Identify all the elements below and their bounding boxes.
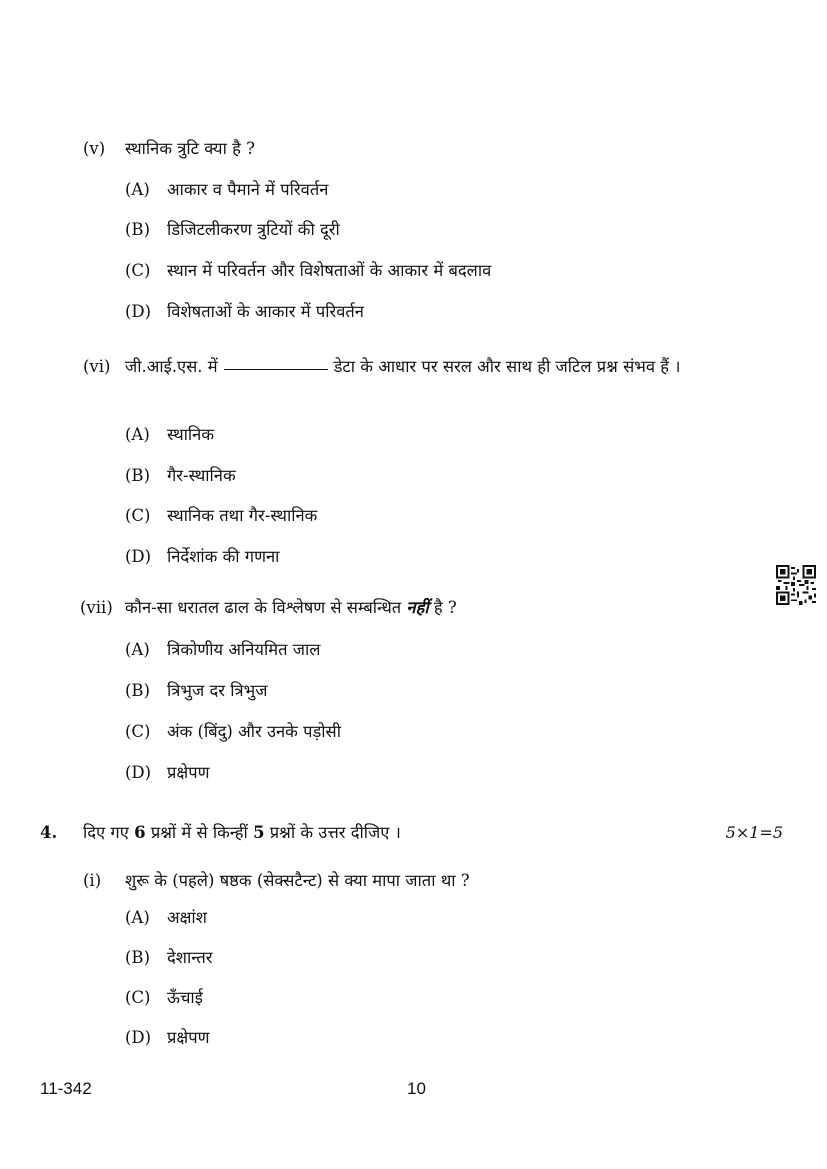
option-text: त्रिभुज दर त्रिभुज <box>167 681 268 700</box>
option-text: प्रक्षेपण <box>167 763 210 782</box>
option-text: प्रक्षेपण <box>167 1028 210 1047</box>
option-text: अक्षांश <box>167 908 207 927</box>
marks-allocation: 5×1=5 <box>725 823 783 842</box>
question-number-4: 4. <box>40 823 58 842</box>
option-4i-c <box>125 987 203 1009</box>
option-4i-b <box>125 947 213 969</box>
option-label: (D) <box>125 1028 152 1047</box>
option-label: (A) <box>125 908 150 927</box>
option-vi-a <box>125 424 214 446</box>
q4-count-total: 6 <box>134 823 146 842</box>
option-label: (D) <box>125 547 152 566</box>
question-number-vii: (vii) <box>80 598 113 617</box>
q4-count-answer: 5 <box>253 823 265 842</box>
question-text-vii-after: है ? <box>433 598 457 617</box>
option-text: गैर-स्थानिक <box>167 466 236 485</box>
question-text-4 <box>83 822 401 844</box>
question-text-vii-before: कौन-सा धरातल ढाल के विश्लेषण से सम्बन्धित <box>125 598 402 617</box>
fill-blank <box>224 355 328 370</box>
option-label: (B) <box>125 681 150 700</box>
option-label: (B) <box>125 948 150 967</box>
option-label: (C) <box>125 722 151 741</box>
option-vii-d <box>125 762 210 784</box>
q4-text-b: प्रश्नों में से किन्हीं <box>150 823 248 842</box>
page-number: 10 <box>407 1079 426 1098</box>
question-text-v: स्थानिक त्रुटि क्या है ? <box>125 139 255 158</box>
option-text: अंक (बिंदु) और उनके पड़ोसी <box>167 722 341 741</box>
option-4i-a <box>125 907 207 929</box>
option-label: (C) <box>125 261 151 280</box>
option-text: आकार व पैमाने में परिवर्तन <box>167 180 329 199</box>
question-number-vi: (vi) <box>83 357 111 376</box>
option-text: स्थान में परिवर्तन और विशेषताओं के आकार में बदलाव <box>167 261 492 280</box>
option-vii-c <box>125 721 341 743</box>
option-v-d <box>125 301 364 323</box>
option-text: निर्देशांक की गणना <box>167 547 280 566</box>
option-vi-d <box>125 546 279 568</box>
q4-text-a: दिए गए <box>83 823 129 842</box>
question-number-v: (v) <box>83 139 106 158</box>
question-number-4-i: (i) <box>83 871 102 890</box>
option-text: स्थानिक तथा गैर-स्थानिक <box>167 506 318 525</box>
option-label: (B) <box>125 466 150 485</box>
emphasis-not: नहीं <box>406 598 429 617</box>
question-text-4-i: शुरू के (पहले) षष्ठक (सेक्सटैन्ट) से क्या मापा जाता था ? <box>125 871 470 890</box>
option-label: (C) <box>125 506 151 525</box>
option-vi-b <box>125 465 236 487</box>
paper-code: 11-342 <box>40 1079 92 1098</box>
option-label: (A) <box>125 640 150 659</box>
option-text: विशेषताओं के आकार में परिवर्तन <box>167 302 364 321</box>
option-v-c <box>125 260 491 282</box>
option-label: (A) <box>125 425 150 444</box>
option-label: (B) <box>125 220 150 239</box>
option-vii-b <box>125 680 267 702</box>
option-text: देशान्तर <box>167 948 213 967</box>
option-vii-a <box>125 639 320 661</box>
option-text: त्रिकोणीय अनियमित जाल <box>167 640 321 659</box>
option-label: (A) <box>125 180 150 199</box>
option-label: (C) <box>125 988 151 1007</box>
question-text-vii <box>125 597 457 619</box>
option-vi-c <box>125 505 317 527</box>
q4-text-c: प्रश्नों के उत्तर दीजिए । <box>269 823 401 842</box>
question-text-vi-before: जी.आई.एस. में <box>125 357 218 376</box>
option-label: (D) <box>125 302 152 321</box>
option-text: स्थानिक <box>167 425 215 444</box>
question-text-vi-after: डेटा के आधार पर सरल और साथ ही जटिल प्रश्न संभव हैं । <box>333 357 681 376</box>
option-label: (D) <box>125 763 152 782</box>
question-text-vi <box>125 352 740 382</box>
qr-code-icon <box>776 565 816 605</box>
option-4i-d <box>125 1027 210 1049</box>
option-text: डिजिटलीकरण त्रुटियों की दूरी <box>167 220 340 239</box>
option-v-b <box>125 219 340 241</box>
option-text: ऊँचाई <box>167 988 203 1007</box>
option-v-a <box>125 179 328 201</box>
